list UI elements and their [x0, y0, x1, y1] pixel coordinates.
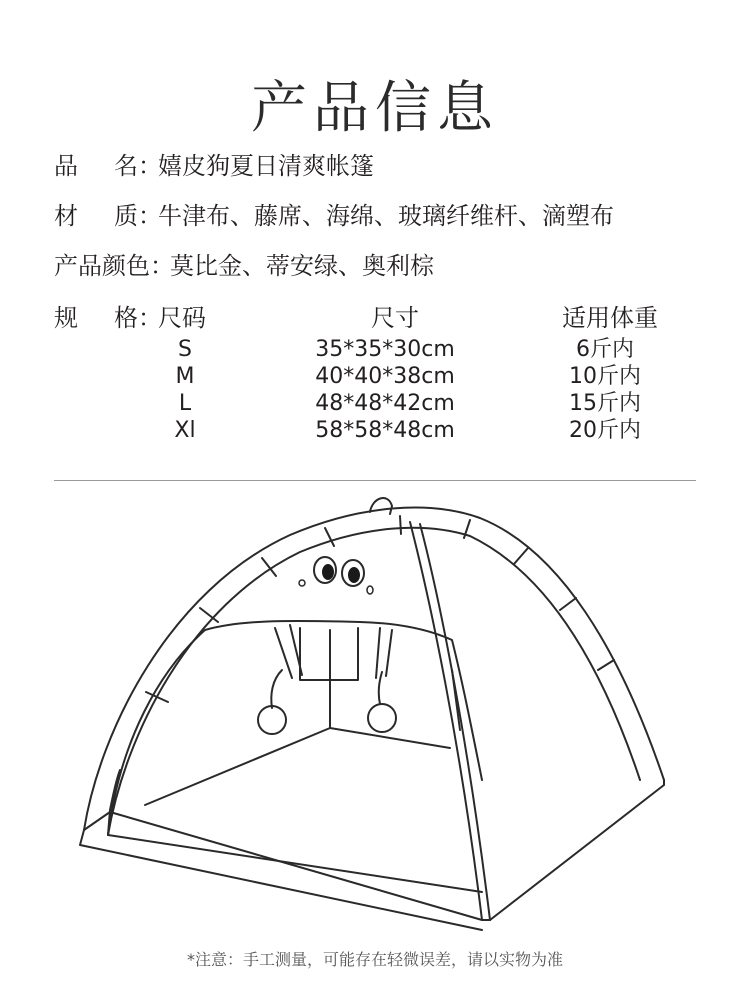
spec-weight-m: 10斤内 [569, 364, 641, 389]
spec-header-dimensions: 尺寸 [371, 304, 419, 332]
spec-size-m: M [175, 364, 195, 389]
page-title: 产品信息 [251, 76, 499, 141]
spec-label-row: 规 格 ：尺码 [54, 300, 206, 336]
spec-dim-m: 40*40*38cm [315, 364, 455, 389]
spec-weight-l: 15斤内 [569, 391, 641, 416]
spec-dim-s: 35*35*30cm [315, 337, 455, 362]
spec-size-s: S [178, 337, 192, 362]
material-label: 材 质 [54, 202, 138, 230]
spec-dim-xl: 58*58*48cm [315, 418, 455, 443]
spec-weight-xl: 20斤内 [569, 418, 641, 443]
spec-size-l: L [178, 391, 192, 416]
spec-header-size: 尺码 [158, 304, 206, 332]
spec-label: 规 格 [54, 304, 138, 332]
product-name-label: 品 名 [54, 152, 138, 180]
spec-header-weight: 适用体重 [562, 304, 658, 332]
material-row: 材 质 ：牛津布、藤席、海绵、玻璃纤维杆、滴塑布 [54, 198, 614, 234]
spec-dim-l: 48*48*42cm [315, 391, 455, 416]
spec-weight-s: 6斤内 [576, 337, 634, 362]
measurement-note: *注意：手工测量，可能存在轻微误差，请以实物为准 [186, 950, 563, 969]
product-name-value: 嬉皮狗夏日清爽帐篷 [158, 152, 374, 180]
color-label: 产品颜色 [54, 252, 150, 280]
tent-illustration [0, 480, 750, 940]
spec-size-xl: Xl [174, 418, 196, 443]
color-row: 产品颜色：莫比金、蒂安绿、奥利棕 [54, 248, 434, 284]
product-name-row: 品 名 ：嬉皮狗夏日清爽帐篷 [54, 148, 374, 184]
color-value: 莫比金、蒂安绿、奥利棕 [170, 252, 434, 280]
material-value: 牛津布、藤席、海绵、玻璃纤维杆、滴塑布 [158, 202, 614, 230]
